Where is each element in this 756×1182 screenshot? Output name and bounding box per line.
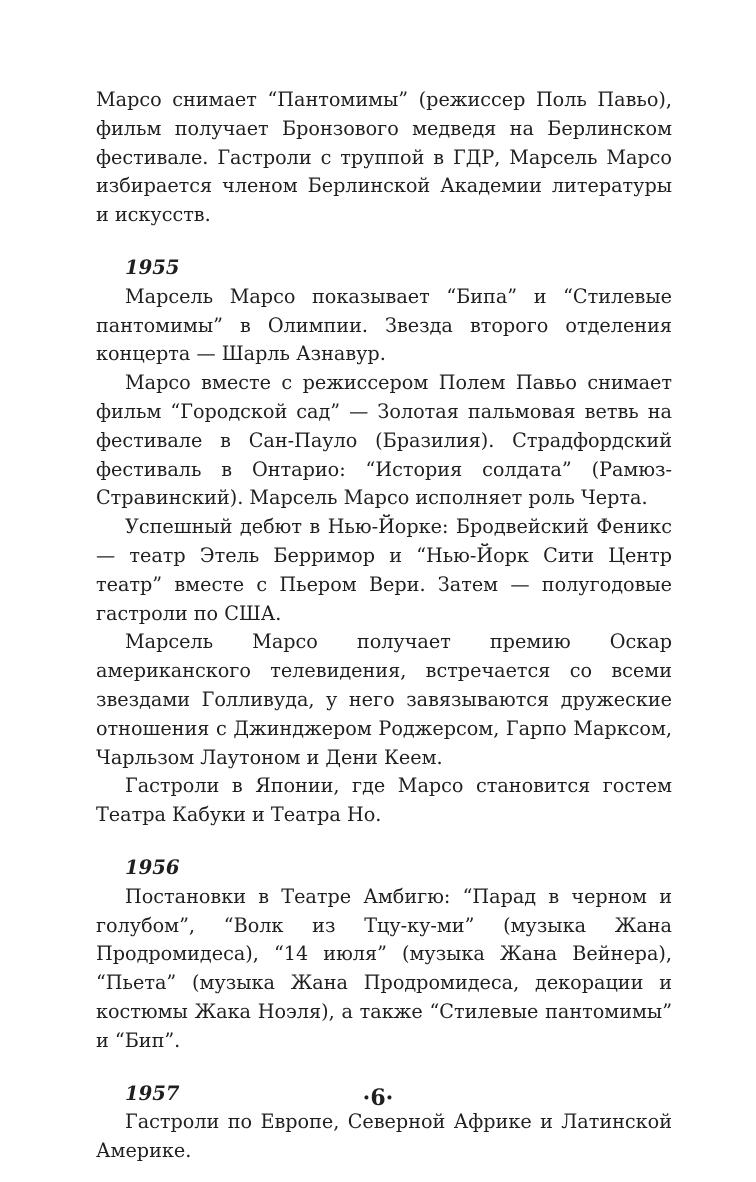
paragraph: Постановки в Театре Амбигю: “Парад в черном и голубом”, “Волк из Тцу-ку-ми” (музыка Жана Продромидеса), “14 июля” (музыка Жана Вейнера), “Пьета” (музыка Жана Продромидеса, декорации и костюмы Жака Ноэля), а также “Стилевые пантомимы” и “Бип”. <box>96 884 672 1052</box>
page-number: ·6· <box>362 1085 394 1111</box>
paragraph: Гастроли в Японии, где Марсо становится гостем Театра Кабуки и Театра Но. <box>96 774 672 827</box>
year-heading: 1956 <box>125 855 180 879</box>
section-1956 <box>96 854 672 1056</box>
paragraph: Гастроли по Европе, Северной Африке и Латинской Америке. <box>96 1110 672 1163</box>
page-body <box>96 86 672 1166</box>
year-heading: 1957 <box>125 1081 180 1105</box>
paragraph: Марсо вместе с режиссером Полем Павьо снимает фильм “Городской сад” — Золотая пальмовая ветвь на фестивале в Сан-Пауло (Бразилия). Страдфордский фестиваль в Онтарио: “История солдата” (Рамюз-Стравинский). Марсель Марсо исполняет роль Черта. <box>96 371 672 510</box>
year-heading: 1955 <box>125 255 180 279</box>
intro-paragraph: Марсо снимает “Пантомимы” (режиссер Поль Павьо), фильм получает Бронзового медведя на Берлинском фестивале. Гастроли с труппой в ГДР, Марсель Марсо избирается членом Берлинской Академии литературы и искусств. <box>96 88 672 227</box>
paragraph: Успешный дебют в Нью-Йорке: Бродвейский Феникс — театр Этель Берримор и “Нью-Йорк Сити Центр театр” вместе с Пьером Вери. Затем — полугодовые гастроли по США. <box>96 515 672 625</box>
paragraph: Марсель Марсо получает премию Оскар американского телевидения, встречается со всеми звездами Голливуда, у него завязываются дружеские отношения с Джинджером Роджерсом, Гарпо Марксом, Чарльзом Лаутоном и Дени Кеем. <box>96 630 672 769</box>
paragraph: Марсель Марсо показывает “Бипа” и “Стилевые пантомимы” в Олимпии. Звезда второго отделения концерта — Шарль Азнавур. <box>96 284 672 366</box>
section-1955 <box>96 254 672 830</box>
